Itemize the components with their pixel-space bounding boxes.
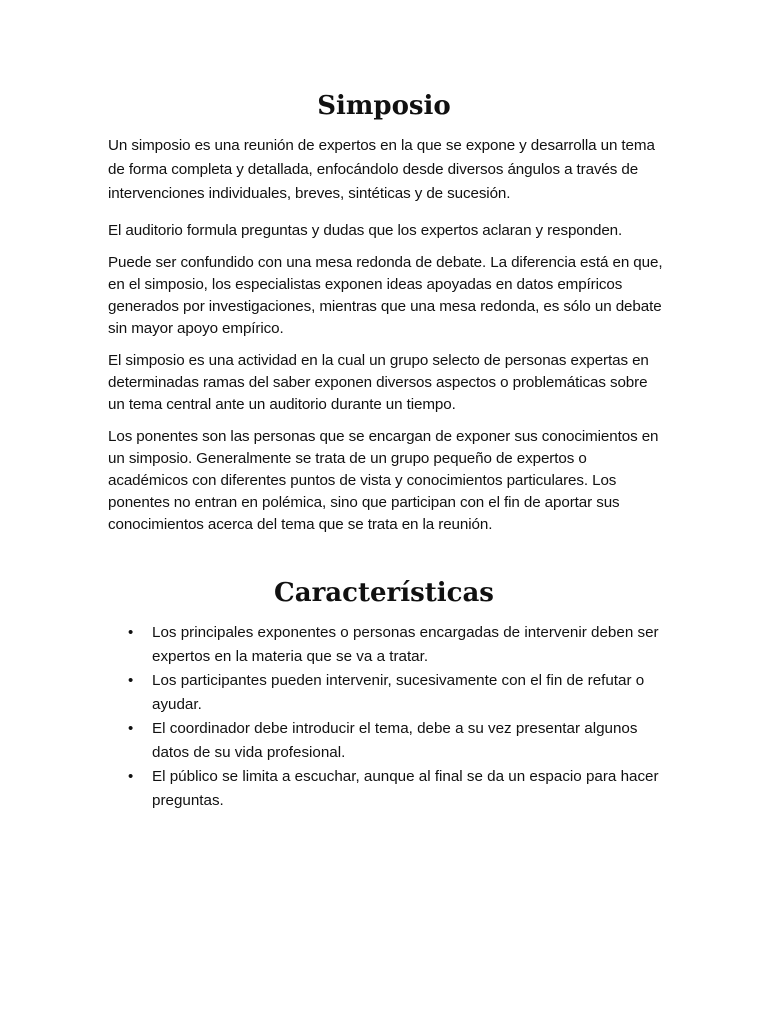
list-item-text: Los principales exponentes o personas encargadas de intervenir deben ser expertos en la materia que se va a tratar. <box>152 624 659 665</box>
document-body <box>108 134 664 546</box>
paragraph-difference: Puede ser confundido con una mesa redonda de debate. La diferencia está en que, en el simposio, los especialistas exponen ideas apoyadas en datos empíricos generados por investigaciones, mientras que una mesa redonda, es sólo un debate sin mayor apoyo empírico. <box>108 254 663 337</box>
list-item <box>108 669 664 717</box>
list-item-text: Los participantes pueden intervenir, sucesivamente con el fin de refutar o ayudar. <box>152 672 645 713</box>
paragraph-definition: Un simposio es una reunión de expertos en la que se expone y desarrolla un tema de forma completa y detallada, enfocándolo desde diversos ángulos a través de intervenciones individuales, breves, sintéticas y de sucesión. <box>108 137 655 202</box>
list-item-text: El público se limita a escuchar, aunque al final se da un espacio para hacer preguntas. <box>152 768 659 809</box>
document-title: Simposio <box>317 91 451 121</box>
features-list <box>108 621 664 813</box>
list-item <box>108 621 664 669</box>
bullet-icon: • <box>128 672 134 689</box>
section-title: Características <box>274 578 494 608</box>
bullet-icon: • <box>128 624 134 641</box>
bullet-icon: • <box>128 768 134 785</box>
paragraph-activity: El simposio es una actividad en la cual un grupo selecto de personas expertas en determinadas ramas del saber exponen diversos aspectos o problemáticas sobre un tema central ante un auditorio durante un tiempo. <box>108 352 649 413</box>
bullet-icon: • <box>128 720 134 737</box>
list-item-text: El coordinador debe introducir el tema, debe a su vez presentar algunos datos de su vida profesional. <box>152 720 638 761</box>
paragraph-speakers: Los ponentes son las personas que se encargan de exponer sus conocimientos en un simposio. Generalmente se trata de un grupo pequeño de expertos o académicos con diferentes puntos de vista y conocimientos particulares. Los ponentes no entran en polémica, sino que participan con el fin de aportar sus conocimientos acerca del tema que se trata en la reunión. <box>108 428 659 533</box>
list-item <box>108 717 664 765</box>
paragraph-audience: El auditorio formula preguntas y dudas que los expertos aclaran y responden. <box>108 222 623 239</box>
list-item <box>108 765 664 813</box>
